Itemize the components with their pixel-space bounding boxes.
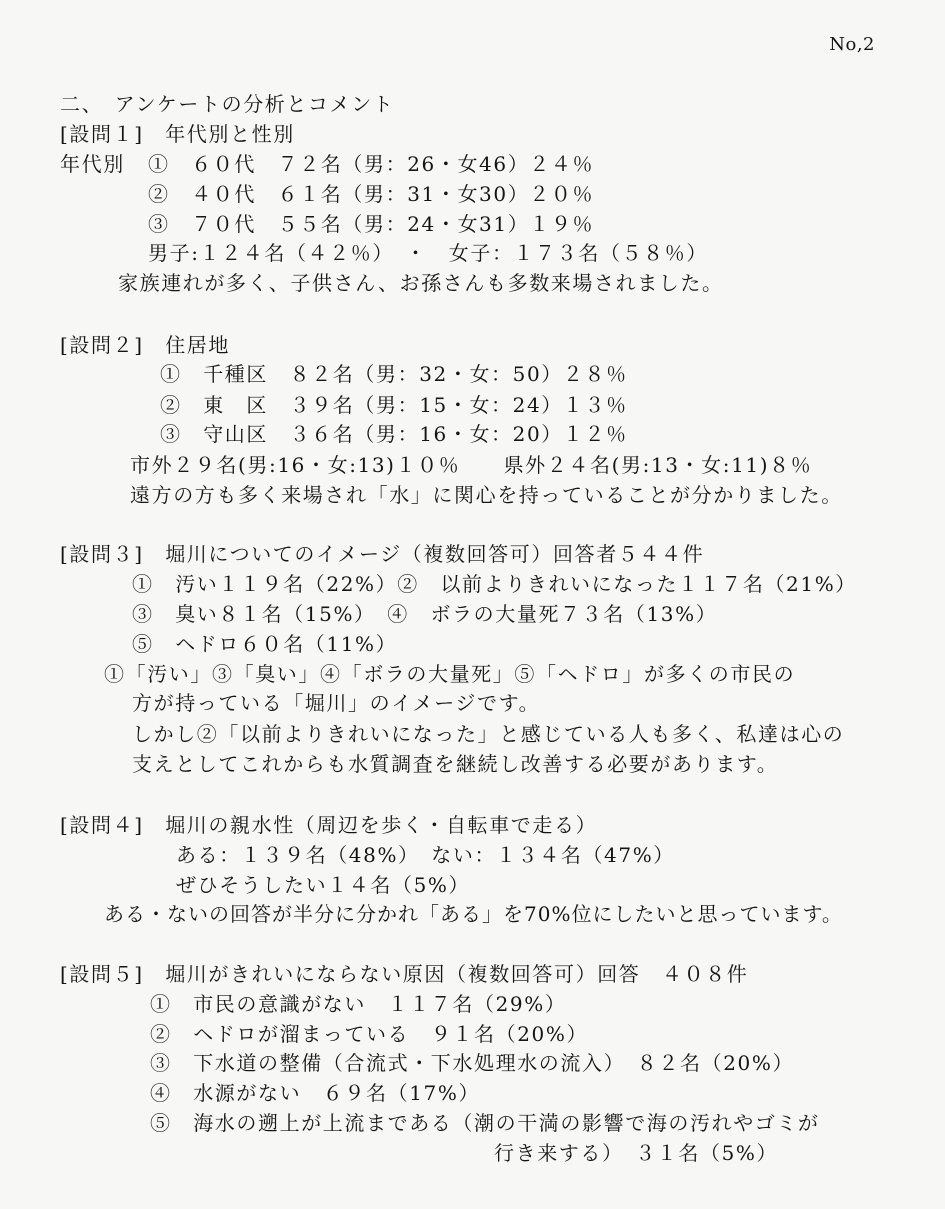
q2-comment: 遠方の方も多く来場され「水」に関心を持っていることが分かりました。: [130, 483, 843, 507]
q1-item-3: ③ ７０代 ５５名（男：24・女31）１９％: [148, 212, 595, 236]
q3-comment-3: しかし②「以前よりきれいになった」と感じている人も多く、私達は心の: [132, 722, 845, 746]
q3-item-3: ⑤ ヘドロ６０名（11%）: [132, 632, 398, 656]
q1-heading: [設問１] 年代別と性別: [60, 122, 295, 146]
q3-comment-2: 方が持っている「堀川」のイメージです。: [132, 691, 541, 715]
q1-comment: 家族連れが多く、子供さん、お孫さんも多数来場されました。: [118, 271, 724, 295]
q1-gender: 男子:１２４名（４２％） ・ 女子：１７３名（５８％）: [148, 241, 708, 265]
q5-item-4: ④ 水源がない ６９名（17%）: [150, 1081, 481, 1105]
q3-heading: [設問３] 堀川についてのイメージ（複数回答可）回答者５４４件: [60, 542, 705, 566]
q4-heading: [設問４] 堀川の親水性（周辺を歩く・自転車で走る）: [60, 813, 598, 837]
q2-item-2: ② 東 区 ３９名（男：15・女：24）１３％: [160, 393, 628, 417]
q2-item-3: ③ 守山区 ３６名（男：16・女：20）１２％: [160, 422, 628, 446]
page-number: No,2: [829, 34, 875, 55]
section-title: 二、 アンケートの分析とコメント: [60, 92, 395, 116]
q4-comment: ある・ないの回答が半分に分かれ「ある」を70%位にしたいと思っています。: [104, 902, 843, 926]
q2-item-1: ① 千種区 ８２名（男：32・女：50）２８％: [160, 362, 628, 386]
q2-heading: [設問２] 住居地: [60, 333, 231, 357]
q4-item-2: ぜひそうしたい１４名（5%）: [176, 873, 471, 897]
q1-label: 年代別: [60, 152, 125, 176]
q3-item-2: ③ 臭い８１名（15%） ④ ボラの大量死７３名（13%）: [132, 602, 718, 626]
q4-item-1: ある：１３９名（48%） ない：１３４名（47%）: [176, 843, 675, 867]
q3-comment-4: 支えとしてこれからも水質調査を継続し改善する必要があります。: [132, 752, 779, 776]
q5-item-5: ⑤ 海水の遡上が上流まである（潮の干満の影響で海の汚れやゴミが: [150, 1111, 820, 1135]
q1-item-1: ① ６０代 ７２名（男：26・女46）２４％: [148, 152, 595, 176]
q1-item-2: ② ４０代 ６１名（男：31・女30）２０％: [148, 182, 595, 206]
q3-comment-1: ①「汚い」③「臭い」④「ボラの大量死」⑤「ヘドロ」が多くの市民の: [104, 662, 796, 686]
q5-item-5-continued: 行き来する） ３１名（5%）: [494, 1141, 779, 1165]
q5-item-1: ① 市民の意識がない １１７名（29%）: [150, 992, 567, 1016]
q5-heading: [設問５] 堀川がきれいにならない原因（複数回答可）回答 ４０８件: [60, 962, 749, 986]
q5-item-2: ② ヘドロが溜まっている ９１名（20%）: [150, 1022, 589, 1046]
q2-outside: 市外２９名(男:16・女:13)１０％ 県外２４名(男:13・女:11)８％: [130, 453, 813, 477]
q5-item-3: ③ 下水道の整備（合流式・下水処理水の流入） ８２名（20%）: [150, 1051, 795, 1075]
q3-item-1: ① 汚い１１９名（22%）② 以前よりきれいになった１１７名（21%）: [132, 572, 857, 596]
